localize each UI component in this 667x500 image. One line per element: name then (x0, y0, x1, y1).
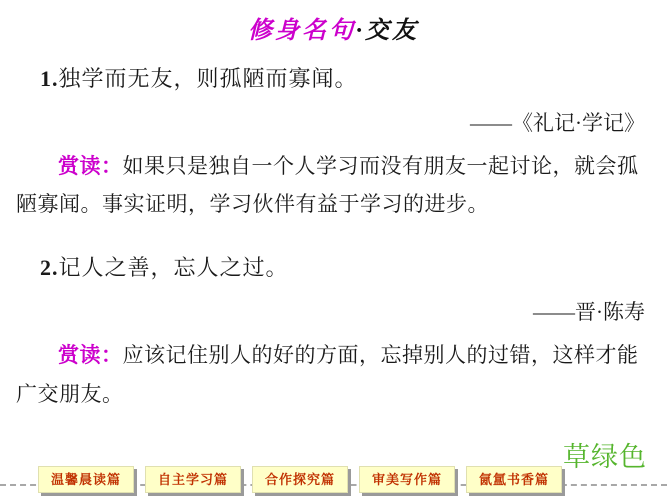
tab-morning-reading[interactable]: 温馨晨读篇 (38, 466, 134, 493)
tab-cooperative-inquiry[interactable]: 合作探究篇 (252, 466, 348, 493)
quote-2-text: 记人之善，忘人之过。 (58, 255, 289, 281)
annotation-2-text: 应该记住别人的好的方面，忘掉别人的过错，这样才能广交朋友。 (16, 343, 639, 406)
tab-list (38, 466, 562, 493)
annotation-2-label: 赏读： (58, 343, 123, 368)
quote-2-number: 2. (40, 255, 59, 281)
bottom-tab-bar (0, 464, 667, 494)
title-highlight: 修身名句 (248, 18, 356, 44)
quote-2 (40, 251, 647, 282)
annotation-2 (16, 336, 649, 412)
page-title (0, 10, 667, 45)
tab-aesthetic-writing[interactable]: 审美写作篇 (359, 466, 455, 493)
quote-1-number: 1. (40, 66, 59, 91)
tab-book-fragrance[interactable]: 氤氲书香篇 (466, 466, 562, 493)
annotation-1-label: 赏读： (58, 154, 123, 178)
tab-self-study[interactable]: 自主学习篇 (145, 466, 241, 493)
annotation-1-text: 如果只是独自一个人学习而没有朋友一起讨论，就会孤陋寡闻。事实证明，学习伙伴有益于学习的进步。 (16, 154, 639, 217)
attribution-1: ——《礼记·学记》 (470, 111, 645, 135)
title-suffix: ·交友 (356, 18, 419, 44)
quote-1 (40, 62, 647, 93)
quote-1-text: 独学而无友，则孤陋而寡闻。 (58, 66, 358, 91)
attribution-2: ——晋·陈寿 (533, 300, 645, 325)
watermark-text: 草绿色 (563, 442, 647, 472)
annotation-1 (16, 147, 649, 223)
